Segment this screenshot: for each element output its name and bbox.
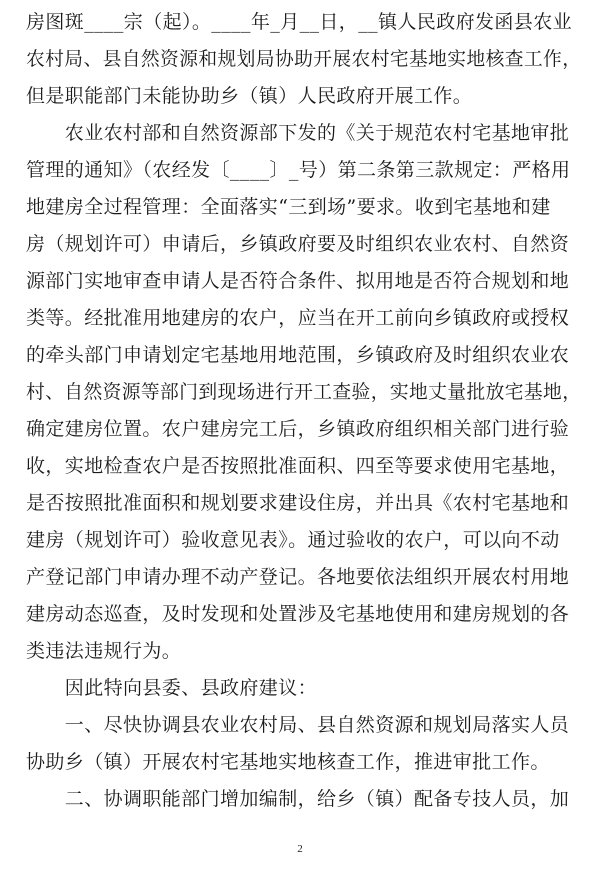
text-line: 二、协调职能部门增加编制，给乡（镇）配备专技人员，加 (26, 788, 570, 810)
paragraph-recommendation-two (26, 781, 582, 818)
text-line: 地建房全过程管理：全面落实“三到场”要求。收到宅基地和建 (26, 196, 551, 218)
text-line: 管理的通知》（农经发〔____〕_号）第二条第三款规定：严格用 (26, 159, 571, 181)
text-line: 产登记部门申请办理不动产登记。各地要依法组织开展农村用地 (26, 566, 570, 588)
text-line: 一、尽快协调县农业农村局、县自然资源和规划局落实人员 (26, 714, 570, 736)
document-body (26, 4, 582, 818)
text-line: 建房（规划许可）验收意见表》。通过验收的农户，可以向不动 (26, 529, 560, 551)
text-line: 类等。经批准用地建房的农户，应当在开工前向乡镇政府或授权 (26, 307, 570, 329)
paragraph-verification-request (26, 4, 582, 115)
text-line: 源部门实地审查申请人是否符合条件、拟用地是否符合规划和地 (26, 270, 570, 292)
text-line: 房（规划许可）申请后，乡镇政府要及时组织农业农村、自然资 (26, 233, 570, 255)
page-number: 2 (297, 843, 303, 855)
text-line: 建房动态巡查，及时发现和处置涉及宅基地使用和建房规划的各 (26, 603, 570, 625)
text-line: 收，实地检查农户是否按照批准面积、四至等要求使用宅基地， (26, 455, 570, 477)
text-line: 类违法违规行为。 (26, 640, 182, 662)
text-line: 因此特向县委、县政府建议： (26, 677, 318, 699)
paragraph-recommendation-one (26, 707, 582, 781)
text-line: 确定建房位置。农户建房完工后，乡镇政府组织相关部门进行验 (26, 418, 570, 440)
text-line: 农业农村部和自然资源部下发的《关于规范农村宅基地审批 (26, 122, 570, 144)
text-line: 但是职能部门未能协助乡（镇）人民政府开展工作。 (26, 85, 473, 107)
text-line: 协助乡（镇）开展农村宅基地实地核查工作，推进审批工作。 (26, 751, 550, 773)
paragraph-recommendation-intro (26, 670, 582, 707)
text-line: 农村局、县自然资源和规划局协助开展农村宅基地实地核查工作， (26, 49, 582, 70)
text-line: 村、自然资源等部门到现场进行开工查验，实地丈量批放宅基地， (26, 382, 582, 403)
text-line: 是否按照批准面积和规划要求建设住房，并出具《农村宅基地和 (26, 492, 570, 514)
paragraph-regulation-quote (26, 115, 582, 670)
text-line: 的牵头部门申请划定宅基地用地范围，乡镇政府及时组织农业农 (26, 344, 570, 366)
text-line: 房图斑____宗（起）。____年_月__日，__镇人民政府发函县农业 (26, 11, 573, 33)
